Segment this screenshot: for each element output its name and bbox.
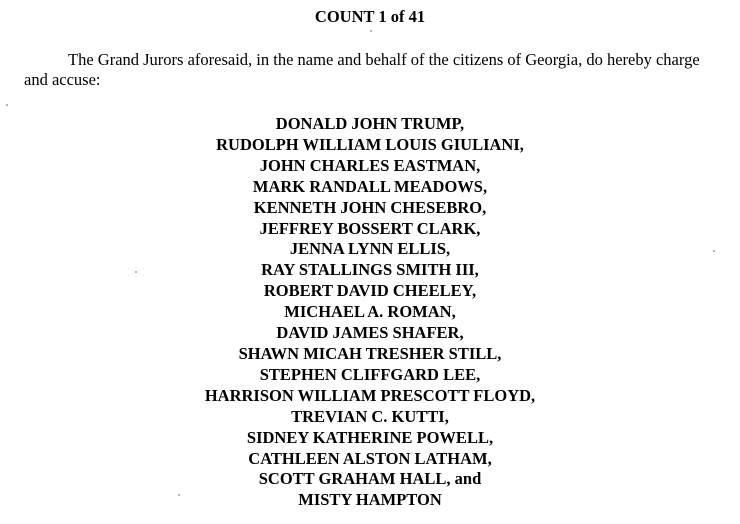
defendant-name: STEPHEN CLIFFGARD LEE, — [259, 364, 481, 384]
defendant-name: ROBERT DAVID CHEELEY, — [263, 281, 477, 301]
defendant-name: JENNA LYNN ELLIS, — [289, 239, 451, 259]
defendant-name: JEFFREY BOSSERT CLARK, — [259, 218, 481, 238]
scan-speck — [135, 271, 137, 273]
defendant-name: DAVID JAMES SHAFER, — [276, 323, 464, 343]
defendant-name: JOHN CHARLES EASTMAN, — [259, 155, 481, 175]
scan-speck — [6, 104, 8, 106]
defendant-name: KENNETH JOHN CHESEBRO, — [253, 197, 487, 217]
defendant-name: DONALD JOHN TRUMP, — [275, 114, 465, 133]
charge-paragraph: The Grand Jurors aforesaid, in the name and behalf of the citizens of Georgia, do hereby charge and accuse: — [24, 50, 700, 89]
defendant-name: SHAWN MICAH TRESHER STILL, — [238, 343, 502, 363]
scan-speck — [370, 30, 372, 32]
defendant-name: MICHAEL A. ROMAN, — [284, 302, 456, 322]
defendant-list — [0, 114, 740, 511]
defendant-name: TREVIAN C. KUTTI, — [291, 406, 449, 426]
defendant-name: SCOTT GRAHAM HALL, and — [258, 469, 482, 489]
defendant-name: RUDOLPH WILLIAM LOUIS GIULIANI, — [216, 134, 524, 154]
scan-speck — [713, 250, 715, 252]
defendant-name: MARK RANDALL MEADOWS, — [252, 176, 488, 196]
scan-speck — [178, 494, 180, 496]
defendant-name: SIDNEY KATHERINE POWELL, — [246, 427, 494, 447]
defendant-name: RAY STALLINGS SMITH III, — [261, 260, 479, 280]
defendant-name: CATHLEEN ALSTON LATHAM, — [248, 448, 492, 468]
defendant-name: MISTY HAMPTON — [298, 490, 442, 510]
defendant-name: HARRISON WILLIAM PRESCOTT FLOYD, — [204, 385, 536, 405]
count-heading: COUNT 1 of 41 — [314, 7, 426, 26]
